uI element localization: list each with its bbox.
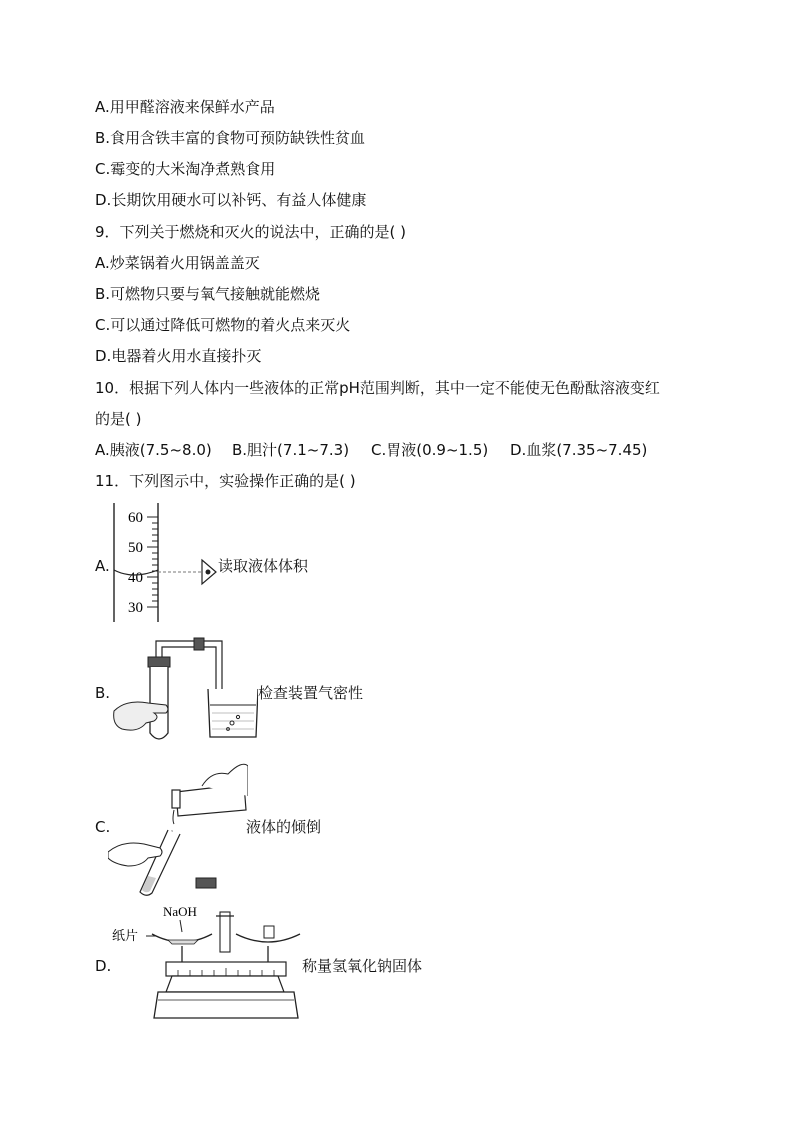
q10-stem-line2: 的是( ): [95, 410, 142, 428]
fig-a-letter: A.: [95, 557, 110, 575]
fig-d-letter: D.: [95, 957, 112, 975]
q11-stem: 11．下列图示中，实验操作正确的是( ): [95, 472, 356, 490]
q8-option-d: D.长期饮用硬水可以补钙、有益人体健康: [95, 191, 367, 209]
fig-b-caption: 检查装置气密性: [258, 684, 364, 702]
q8-option-c: C.霉变的大米淘净煮熟食用: [95, 160, 276, 178]
paper-label: 纸片: [112, 928, 139, 943]
q10-stem-line1: 10．根据下列人体内一些液体的正常pH范围判断，其中一定不能使无色酚酞溶液变红: [95, 379, 660, 397]
q10-option-c: C.胃液(0.9~1.5): [371, 441, 489, 459]
q9-option-d: D.电器着火用水直接扑灭: [95, 347, 262, 365]
fig-a-caption: 读取液体体积: [218, 557, 309, 575]
fig-a-tick-50: 50: [128, 540, 143, 556]
fig-c-pouring: [108, 752, 248, 897]
q9-stem: 9．下列关于燃烧和灭火的说法中，正确的是( ): [95, 223, 407, 241]
q10-option-a: A.胰液(7.5~8.0): [95, 441, 212, 459]
fig-a-tick-30: 30: [128, 600, 143, 616]
naoh-label: NaOH: [163, 904, 197, 919]
q10-option-d: D.血浆(7.35~7.45): [510, 441, 648, 459]
fig-d-caption: 称量氢氧化钠固体: [302, 957, 423, 975]
q9-option-c: C.可以通过降低可燃物的着火点来灭火: [95, 316, 351, 334]
fig-a-tick-60: 60: [128, 510, 143, 526]
q9-option-b: B.可燃物只要与氧气接触就能燃烧: [95, 285, 321, 303]
q8-option-a: A.用甲醛溶液来保鲜水产品: [95, 98, 275, 116]
q9-option-a: A.炒菜锅着火用锅盖盖灭: [95, 254, 260, 272]
fig-c-caption: 液体的倾倒: [246, 818, 322, 836]
fig-d-balance: [108, 900, 303, 1025]
fig-a-graduated-cylinder: [105, 500, 225, 625]
q10-option-b: B.胆汁(7.1~7.3): [232, 441, 350, 459]
q8-option-b: B.食用含铁丰富的食物可预防缺铁性贫血: [95, 129, 366, 147]
fig-b-apparatus: [108, 633, 258, 748]
fig-b-letter: B.: [95, 684, 111, 702]
fig-a-tick-40: 40: [128, 570, 143, 586]
fig-c-letter: C.: [95, 818, 111, 836]
